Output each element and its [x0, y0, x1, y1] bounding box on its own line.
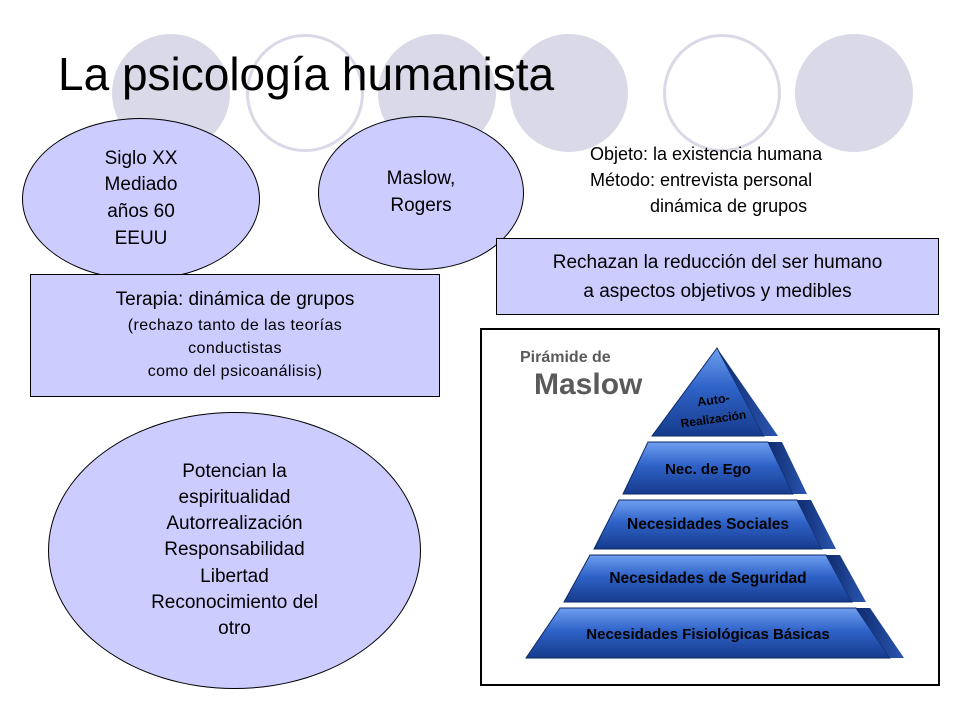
values-line-3: Autorrealización — [166, 513, 303, 535]
values-line-1: Potencian la — [182, 461, 287, 483]
authors-line-1: Maslow, — [386, 168, 456, 190]
decor-circle-5 — [663, 34, 781, 152]
authors-line-2: Rogers — [390, 195, 452, 216]
therapy-detail-2: conductistas — [188, 339, 282, 357]
values-line-5: Libertad — [200, 565, 269, 587]
maslow-pyramid-svg — [482, 330, 937, 683]
era-line-2: Mediado — [104, 174, 178, 196]
values-ellipse — [48, 412, 421, 689]
therapy-detail-3: como del psicoanálisis) — [147, 362, 323, 380]
era-line-4: EEUU — [114, 227, 168, 249]
therapy-box — [30, 274, 440, 397]
method-line-2: dinámica de grupos — [590, 196, 808, 217]
object-line: Objeto: la existencia humana — [590, 144, 823, 164]
values-line-4: Responsabilidad — [164, 539, 305, 561]
pyramid-label-realizacion: Realización — [679, 407, 748, 431]
method-line: Método: entrevista personal — [590, 170, 813, 191]
object-method-text — [590, 141, 822, 219]
pyramid-label-auto: Auto- — [696, 390, 731, 410]
era-line-1: Siglo XX — [104, 147, 178, 169]
values-line-6: Reconocimiento del — [151, 591, 318, 613]
therapy-heading: Terapia: dinámica de grupos — [115, 289, 355, 310]
decor-circle-6 — [795, 34, 913, 152]
pyramid-label-seguridad: Necesidades de Seguridad — [609, 570, 807, 587]
rejection-line-1: Rechazan la reducción del ser humano — [552, 252, 883, 273]
pyramid-label-sociales: Necesidades Sociales — [627, 516, 789, 533]
slide-title: La psicología humanista — [58, 48, 555, 100]
era-ellipse — [22, 118, 260, 280]
pyramid-label-ego: Nec. de Ego — [665, 461, 751, 478]
pyramid-heading-big: Maslow — [534, 368, 643, 401]
pyramid-heading-small: Pirámide de — [520, 349, 611, 366]
values-line-7: otro — [218, 617, 251, 639]
values-line-2: espiritualidad — [178, 487, 291, 509]
rejection-box — [496, 238, 939, 315]
rejection-line-2: a aspectos objetivos y medibles — [583, 280, 852, 302]
era-line-3: años 60 — [107, 201, 175, 222]
therapy-detail-1: (rechazo tanto de las teorías — [127, 316, 343, 334]
pyramid-label-fisiologicas: Necesidades Fisiológicas Básicas — [586, 626, 830, 643]
maslow-pyramid-image — [480, 328, 940, 686]
authors-ellipse — [318, 116, 524, 270]
